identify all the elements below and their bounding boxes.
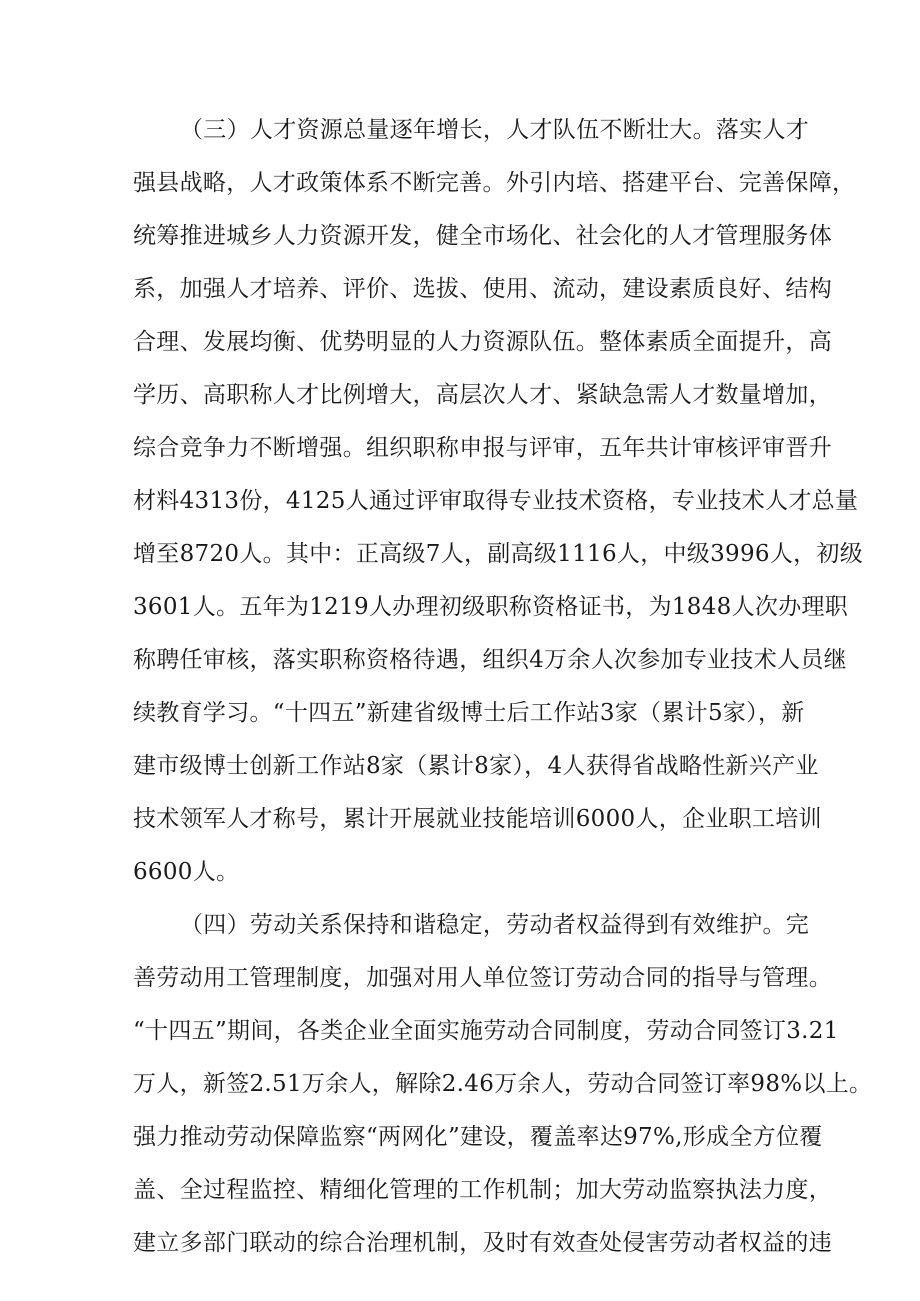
paragraph-3-line-5: 合理、发展均衡、优势明显的人力资源队伍。整体素质全面提升，高	[133, 329, 832, 355]
paragraph-3-line-12: 续教育学习。“十四五”新建省级博士后工作站3家（累计5家），新	[133, 700, 805, 726]
paragraph-4-line-1: （四）劳动关系保持和谐稳定，劳动者权益得到有效维护。完	[180, 912, 810, 938]
paragraph-4-line-4: 万人，新签2.51万余人，解除2.46万余人，劳动合同签订率98%以上。	[133, 1071, 873, 1097]
paragraph-4-line-7: 建立多部门联动的综合治理机制，及时有效查处侵害劳动者权益的违	[133, 1230, 832, 1256]
paragraph-3-line-2: 强县战略，人才政策体系不断完善。外引内培、搭建平台、完善保障，	[133, 170, 856, 196]
paragraph-3-line-11: 称聘任审核，落实职称资格待遇，组织4万余人次参加专业技术人员继	[133, 647, 847, 673]
paragraph-3-line-7: 综合竞争力不断增强。组织职称申报与评审，五年共计审核评审晋升	[133, 435, 832, 461]
paragraph-3-line-15: 6600人。	[133, 859, 240, 885]
paragraph-4-line-5: 强力推动劳动保障监察“两网化”建设，覆盖率达97%,形成全方位覆	[133, 1124, 823, 1150]
paragraph-3-line-13: 建市级博士创新工作站8家（累计8家），4人获得省战略性新兴产业	[133, 753, 819, 779]
paragraph-3-line-10: 3601人。五年为1219人办理初级职称资格证书，为1848人次办理职	[133, 594, 849, 620]
paragraph-4-line-3: “十四五”期间，各类企业全面实施劳动合同制度，劳动合同签订3.21	[133, 1018, 839, 1044]
paragraph-4-line-2: 善劳动用工管理制度，加强对用人单位签订劳动合同的指导与管理。	[133, 965, 832, 991]
paragraph-3-line-1: （三）人才资源总量逐年增长，人才队伍不断壮大。落实人才	[180, 117, 810, 143]
paragraph-3-line-4: 系，加强人才培养、评价、选拔、使用、流动，建设素质良好、结构	[133, 276, 832, 302]
paragraph-3-line-9: 增至8720人。其中：正高级7人，副高级1116人，中级3996人，初级	[133, 541, 864, 567]
paragraph-3-line-14: 技术领军人才称号，累计开展就业技能培训6000人，企业职工培训	[133, 806, 822, 832]
paragraph-4-line-6: 盖、全过程监控、精细化管理的工作机制；加大劳动监察执法力度，	[133, 1177, 832, 1203]
paragraph-3-line-6: 学历、高职称人才比例增大，高层次人才、紧缺急需人才数量增加，	[133, 382, 832, 408]
paragraph-3-line-8: 材料4313份，4125人通过评审取得专业技术资格，专业技术人才总量	[133, 488, 859, 514]
paragraph-3-line-3: 统筹推进城乡人力资源开发，健全市场化、社会化的人才管理服务体	[133, 223, 832, 249]
